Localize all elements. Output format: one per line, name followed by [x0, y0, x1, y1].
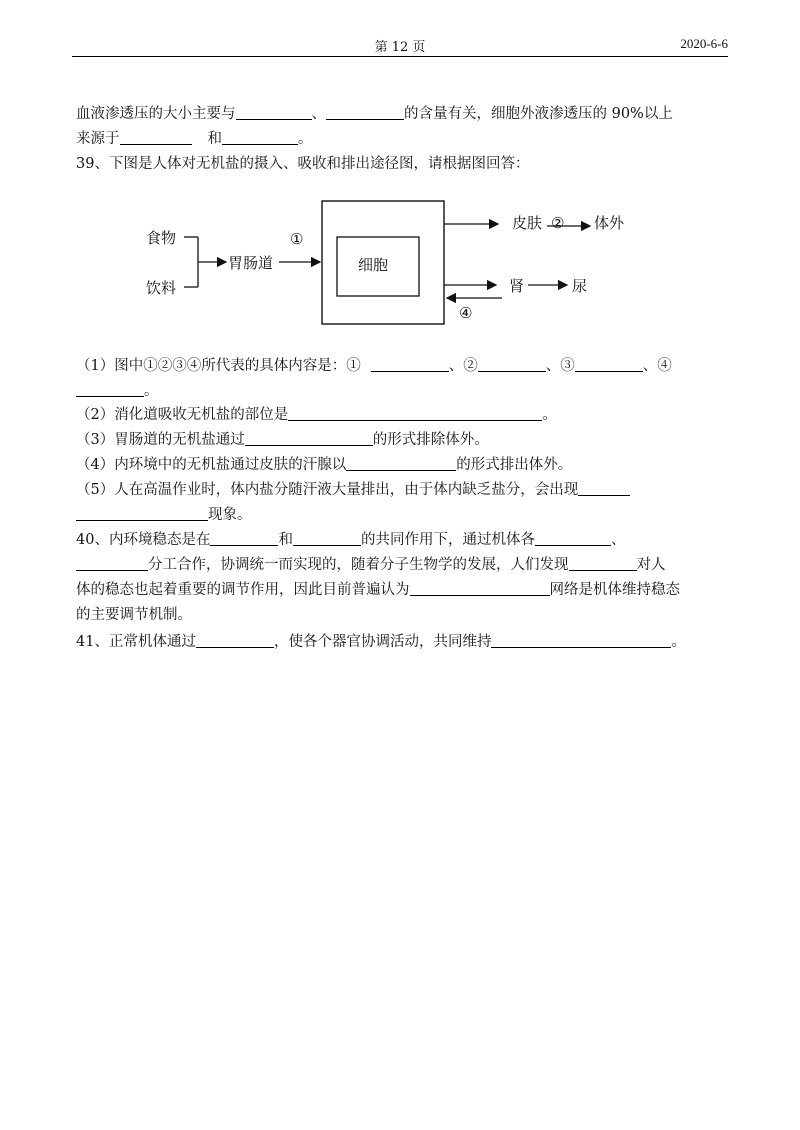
drink-label: 饮料: [146, 279, 177, 297]
outside-label: 体外: [594, 214, 625, 232]
cell-box: [337, 237, 419, 296]
separator: 、: [642, 358, 658, 374]
q40-text: 和: [278, 532, 293, 548]
q38-line-2: [76, 129, 313, 149]
cell-label: 细胞: [358, 256, 389, 274]
label-circle-1: ①: [290, 230, 304, 248]
q39-part-5-cont: [76, 505, 252, 525]
label-circle-4: ④: [459, 304, 473, 322]
answer-blank[interactable]: [120, 130, 192, 145]
urine-label: 尿: [572, 277, 588, 295]
answer-blank[interactable]: [76, 382, 144, 397]
answer-blank[interactable]: [410, 581, 550, 596]
q39-text: （3）胃肠道的无机盐通过: [76, 432, 245, 448]
q41-text: ，使各个器官协调活动，共同维持: [273, 634, 492, 650]
q38-text: 的含量有关，细胞外液渗透压的 90%以上: [404, 106, 673, 122]
q40-line-3: [76, 580, 680, 600]
q39-text: （5）人在高温作业时，体内盐分随汗液大量排出，由于体内缺乏盐分，会出现: [76, 482, 579, 498]
q41-text: 。: [671, 634, 686, 650]
skin-label: 皮肤: [512, 214, 543, 232]
q39-text: 。: [542, 407, 557, 423]
header-date: 2020-6-6: [680, 36, 728, 51]
answer-blank[interactable]: [236, 105, 312, 120]
answer-blank[interactable]: [578, 481, 630, 496]
internal-environment-box: [322, 201, 444, 324]
answer-blank[interactable]: [245, 431, 373, 446]
q40-line-1: [76, 530, 625, 550]
q38-text: 和: [207, 131, 222, 147]
q39-part-1: [76, 356, 672, 376]
answer-blank[interactable]: [575, 357, 643, 372]
q39-part-5: [76, 480, 630, 500]
separator: 、: [311, 106, 326, 122]
answer-blank[interactable]: [293, 531, 361, 546]
answer-blank[interactable]: [491, 633, 671, 648]
q39-title: 39、下图是人体对无机盐的摄入、吸收和排出途径图，请根据图回答：: [76, 156, 530, 172]
q40-line-4: 的主要调节机制。: [76, 607, 192, 623]
separator: 、: [610, 532, 626, 548]
food-label: 食物: [146, 229, 177, 247]
answer-blank[interactable]: [346, 456, 456, 471]
answer-blank[interactable]: [76, 556, 148, 571]
q40-text: 40、内环境稳态是在: [76, 532, 211, 548]
q41-text: 41、正常机体通过: [76, 634, 196, 650]
q40-text: 体的稳态也起着重要的调节作用，因此目前普遍认为: [76, 582, 410, 598]
q41-line: [76, 632, 686, 652]
q40-text: 的共同作用下，通过机体各: [360, 532, 535, 548]
q38-text: 。: [298, 131, 313, 147]
separator: 、: [448, 358, 464, 374]
label-circle-2: ②: [551, 214, 565, 232]
q39-part-4: [76, 455, 572, 475]
answer-blank[interactable]: [371, 357, 449, 372]
page-number: 第 12 页: [374, 40, 426, 55]
q40-text: 分工合作，协调统一而实现的，随着分子生物学的发展，人们发现: [148, 557, 569, 573]
page-header: [72, 26, 728, 57]
q38-text: 来源于: [76, 131, 120, 147]
q39-part-2: [76, 405, 557, 425]
q39-text: 的形式排除体外。: [372, 432, 489, 448]
q39-part-1-cont: [76, 381, 159, 401]
q39-text: 。: [144, 383, 159, 399]
answer-blank[interactable]: [478, 357, 546, 372]
q40-text: 对人: [636, 557, 666, 573]
circle-4: ④: [657, 358, 672, 374]
circle-2: ②: [463, 358, 478, 374]
answer-blank[interactable]: [326, 105, 404, 120]
q39-text: （2）消化道吸收无机盐的部位是: [76, 407, 289, 423]
answer-blank[interactable]: [210, 531, 278, 546]
q39-text: 现象。: [208, 507, 252, 523]
q38-text: 血液渗透压的大小主要与: [76, 106, 236, 122]
q40-text: 网络是机体维持稳态: [549, 582, 680, 598]
q39-text: 的形式排出体外。: [456, 457, 573, 473]
q39-text: （4）内环境中的无机盐通过皮肤的汗腺以: [76, 457, 347, 473]
q38-line-1: [76, 104, 673, 124]
q40-line-2: [76, 555, 666, 575]
separator: 、: [545, 358, 561, 374]
answer-blank[interactable]: [288, 406, 542, 421]
answer-blank[interactable]: [196, 633, 274, 648]
answer-blank[interactable]: [76, 506, 208, 521]
answer-blank[interactable]: [535, 531, 611, 546]
kidney-label: 肾: [509, 277, 525, 295]
answer-blank[interactable]: [222, 130, 298, 145]
q39-text: （1）图中①②③④所代表的具体内容是：①: [76, 358, 361, 374]
answer-blank[interactable]: [569, 556, 637, 571]
gi-tract-label: 胃肠道: [228, 254, 274, 272]
q39-part-3: [76, 430, 489, 450]
circle-3: ③: [560, 358, 575, 374]
